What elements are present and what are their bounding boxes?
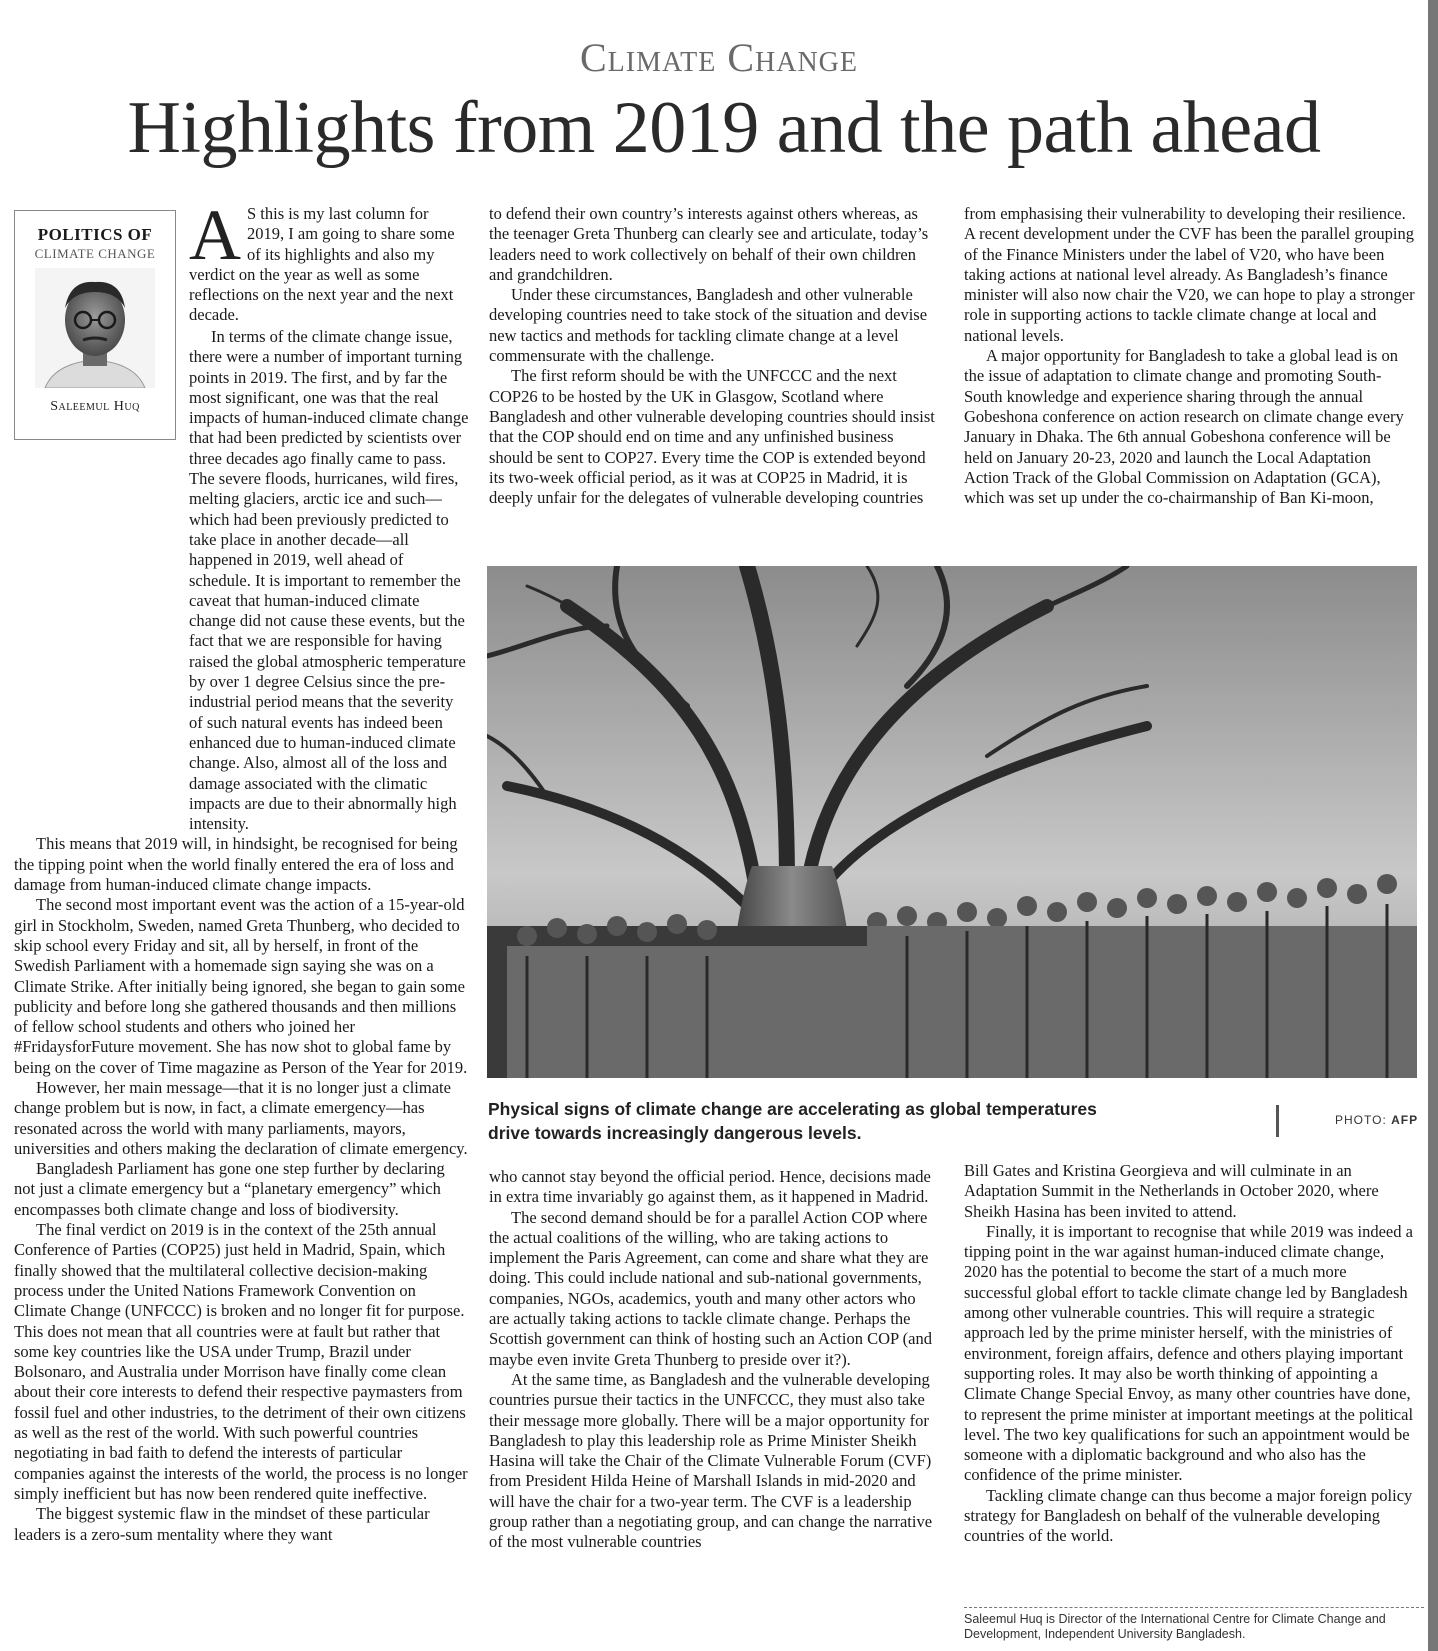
- photo-credit-label: PHOTO:: [1335, 1113, 1387, 1127]
- paragraph: The final verdict on 2019 is in the context of the 25th annual Conference of Parties (COP25) just held in Madrid, Spain, which finally showed that the multilateral collective decision-making process under the United Nations Framework Convention on Climate Change (UNFCCC) is broken and no longer fit for purpose. This does not mean that all countries were at fault but rather that some key countries like the USA under Trump, Brazil under Bolsonaro, and Australia under Morrison have finally come clean about their core interests to defend their respective paymasters from fossil fuel and other industries, to the detriment of their own citizens as well as the rest of the world. With such powerful countries negotiating in bad faith to defend the interests of particular companies against the interests of the world, the process is no longer simply inefficient but has now been rendered quite ineffective.: [14, 1220, 468, 1503]
- paragraph: Bill Gates and Kristina Georgieva and will culminate in an Adaptation Summit in the Netherlands in October 2020, where Sheikh Hasina has been invited to attend.: [964, 1161, 1379, 1221]
- photo-credit: [1335, 1113, 1418, 1127]
- column-title-line1: POLITICS OF: [37, 225, 153, 244]
- paragraph: A major opportunity for Bangladesh to take a global lead is on the issue of adaptation to climate change and promoting South-South knowledge and experience sharing through the annual Gobeshona conference on action research on climate change every January in Dhaka. The 6th annual Gobeshona conference will be held on January 20-23, 2020 and launch the Local Adaptation Action Track of the Global Commission on Adaptation (GCA), which was set up under the co-chairmanship of Ban Ki-moon,: [964, 346, 1404, 508]
- column-2-bottom: [489, 1167, 939, 1553]
- column-title-line2: CLIMATE CHANGE: [34, 246, 156, 261]
- column-3-bottom: [964, 1161, 1416, 1547]
- paragraph: However, her main message—that it is no longer just a climate change problem but is now, in fact, a climate emergency—has resonated across the world with many parliaments, mayors, universities and others making the declaration of climate emergency.: [14, 1077, 468, 1158]
- photo-caption: Physical signs of climate change are accelerating as global temperatures drive towards increasingly dangerous levels.: [488, 1099, 1097, 1143]
- paragraph: The biggest systemic flaw in the mindset of these particular leaders is a zero-sum mentality where they want: [14, 1504, 430, 1544]
- section-kicker: Climate Change: [580, 35, 858, 80]
- paragraph: Bangladesh Parliament has gone one step further by declaring not just a climate emergency but a “planetary emergency” which encompasses both climate change and loss of biodiversity.: [14, 1159, 445, 1219]
- paragraph: to defend their own country’s interests against others whereas, as the teenager Greta Thunberg can clearly see and articulate, today’s leaders need to work collectively on behalf of their own children and grandchildren.: [489, 204, 929, 284]
- column-1: [14, 327, 469, 1545]
- author-name: Saleemul Huq: [50, 399, 140, 414]
- paragraph: Finally, it is important to recognise that while 2019 was indeed a tipping point in the war against human-induced climate change, 2020 has the potential to become the start of a much more successful global effort to tackle climate change led by Bangladesh among other vulnerable countries. This will require a strategic approach led by the prime minister herself, with the ministries of environment, foreign affairs, defence and others playing important supporting roles. It may also be worth thinking of appointing a Climate Change Special Envoy, as many other countries have done, to represent the prime minister at important meetings at the political level. The two key qualifications for such an appointment would be someone with a diplomatic background and who also has the confidence of the prime minister.: [964, 1221, 1414, 1485]
- article-headline: Highlights from 2019 and the path ahead: [127, 87, 1321, 169]
- paragraph: from emphasising their vulnerability to developing their resilience. A recent development under the CVF has been the parallel grouping of the Finance Ministers under the label of V20, who have been taking actions at national level already. As Bangladesh’s finance minister will also now chair the V20, we can hope to play a stronger role in supporting actions to tackle climate change at local and national levels.: [964, 204, 1415, 345]
- paragraph: Tackling climate change can thus become a major foreign policy strategy for Bangladesh on behalf of the vulnerable developing countries of the world.: [964, 1485, 1413, 1546]
- drop-cap: A: [189, 195, 241, 275]
- paragraph: Under these circumstances, Bangladesh and other vulnerable developing countries need to take stock of the situation and devise new tactics and methods for tackling climate change at a level commensurate with the challenge.: [489, 285, 928, 366]
- paragraph: who cannot stay beyond the official period. Hence, decisions made in extra time invariably go against them, as it happened in Madrid.: [489, 1167, 931, 1207]
- column-1-intro: [189, 195, 469, 326]
- paragraph: The second most important event was the action of a 15-year-old girl in Stockholm, Sweden, named Greta Thunberg, who decided to skip school every Friday and sit, all by herself, in front of the Swedish Parliament with a homemade sign saying she was on a Climate Strike. After initially being ignored, she began to gain some publicity and before long she gathered thousands and then millions of fellow school students and others who joined her #FridaysforFuture movement. She has now shot to global fame by being on the cover of Time magazine as Person of the Year for 2019.: [14, 895, 468, 1077]
- photo-credit-source: AFP: [1391, 1113, 1419, 1127]
- paragraph: This means that 2019 will, in hindsight, be recognised for being the tipping point when the world finally entered the era of loss and damage from human-induced climate change impacts.: [14, 834, 458, 895]
- column-2-top: [489, 204, 939, 508]
- paragraph: At the same time, as Bangladesh and the vulnerable developing countries pursue their tactics in the UNFCCC, they must also take their message more globally. There will be a major opportunity for Bangladesh to play this leadership role as Prime Minister Sheikh Hasina will take the Chair of the Climate Vulnerable Forum (CVF) from President Hilda Heine of Marshall Islands in mid-2020 and will have the chair for a two-year term. The CVF is a leadership group rather than a negotiating group, and can change the narrative of the most vulnerable countries: [489, 1369, 933, 1552]
- article-photo: [487, 566, 1417, 1078]
- paragraph: In terms of the climate change issue, there were a number of important turning points in 2019. The first, and by far the most significant, one was that the real impacts of human-induced climate change that had been predicted by scientists over three decades ago finally came to pass. The severe floods, hurricanes, wild fires, melting glaciers, arctic ice and such—which had been previously predicted to take place in another decade—all happened in 2019, well ahead of schedule. It is important to remember the caveat that human-induced climate change did not cause these events, but the fact that we are responsible for having raised the global atmospheric temperature by over 1 degree Celsius since the pre-industrial period means that the severity of such natural events has indeed been enhanced due to human-induced climate change. Also, almost all of the loss and damage associated with the climatic impacts are due to their abnormally high intensity.: [189, 327, 469, 834]
- author-bio: Saleemul Huq is Director of the International Centre for Climate Change and Development, Independent University Bangladesh.: [964, 1607, 1424, 1642]
- paragraph: The first reform should be with the UNFCCC and the next COP26 to be hosted by the UK in Glasgow, Scotland where Bangladesh and other vulnerable developing countries should insist that the COP should end on time and any unfinished business should be sent to COP27. Every time the COP is extended beyond its two-week official period, as it was at COP25 in Madrid, it is deeply unfair for the delegates of vulnerable developing countries: [489, 366, 935, 508]
- paragraph: The second demand should be for a parallel Action COP where the actual coalitions of the willing, who are taking actions to implement the Paris Agreement, can come and share what they are doing. This could include national and sub-national governments, companies, NGOs, academics, youth and many other actors who are actually taking actions to tackle climate change. Perhaps the Scottish government can think of hosting such an Action COP (and maybe even invite Greta Thunberg to preside over it?).: [489, 1207, 933, 1369]
- paragraph: S this is my last column for 2019, I am going to share some of its highlights and also my verdict on the year as well as some reflections on the next year and the next decade.: [189, 204, 455, 325]
- column-3-top: [964, 204, 1416, 508]
- credit-divider: [1276, 1105, 1279, 1137]
- page-edge: [1428, 0, 1438, 1651]
